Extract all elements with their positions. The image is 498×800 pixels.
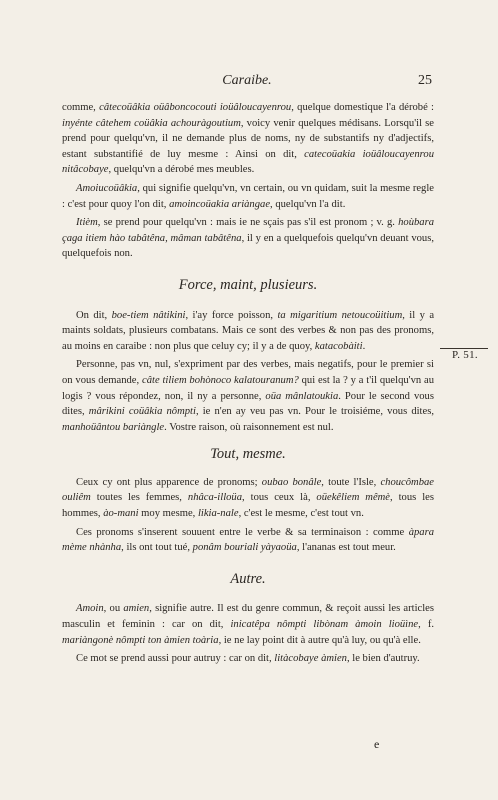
margin-page-reference: P. 51.: [452, 349, 478, 361]
paragraph: On dit, boe-tiem nâtikini, i'ay force poisson, ta migaritium netoucoüitium, il y a maints soldats, plusieurs combatans. Mais ce sont des verbes & non pas des pronoms, au moins en caraibe : non plus que celuy cy; il y a de quoy, katacobàiti.: [62, 309, 435, 352]
section-heading: Tout, mesme.: [210, 446, 286, 463]
page-header: [62, 73, 432, 93]
paragraph: comme, câtecoüâkia oüâboncocouti ioüâloucayenrou, quelque domestique l'a dérobé : inyénte câtehem coüâkia achouràgoutium, voicy venir quelques médisans. Lorsqu'il se prend pour quelqu'vn, il ne demande plus de noms, ny de substantifs ny d'adjectifs, estant substantifié de luy mesme : Ainsi on dit, catecoüakia ioüâloucayenrou nitâcobaye, quelqu'vn a dérobé mes meubles.: [62, 102, 434, 176]
paragraph: Itièm, se prend pour quelqu'vn : mais ie ne sçais pas s'il est pronom ; v. g. hoùbara çaga itiem hào tabâtêna, mâman tabâtêna, il y en a quelquefois quelqu'vn deuant vous, quelquefois non.: [62, 217, 434, 260]
paragraph: Ces pronoms s'inserent souuent entre le verbe & sa terminaison : comme àpara mème nhànha, ils ont tout tué, ponâm bouriali yàyaoüa, l'ananas est tout meur.: [62, 526, 434, 554]
section-heading: Autre.: [230, 570, 266, 587]
page-number: 25: [418, 73, 432, 88]
paragraph: Personne, pas vn, nul, s'expriment par des verbes, mais negatifs, pour le premier si on vous demande, câte tiliem bohònoco kalatouranum? qui est la ? y a t'il quelqu'vn au logis ? vous répondez, non, il ny a personne, oüa mânlatoukia. Pour le second vous dites, mârikini coüâkia nômpti, ie n'en ay veu pas vn. Pour le troisiéme, vous dites, manhoüântou bariàngle. Vostre raison, où raisonnement est nul.: [62, 359, 435, 433]
section-heading: Force, maint, plusieurs.: [178, 276, 318, 293]
paragraph: Amoin, ou amien, signifie autre. Il est du genre commun, & reçoit aussi les articles masculin et feminin : car on dit, inicatêpa nômpti libònam àmoin lioüìne, f. mariàngonè nômpti ton àmien toària, ie ne lay point dit à autre qu'à luy, ou qu'à elle.: [62, 603, 435, 646]
paragraph: Amoiucoüâkia, qui signifie quelqu'vn, vn certain, ou vn quidam, suit la mesme regle : c'est pour quoy l'on dit, amoincoüakia ariàngae, quelqu'vn l'a dit.: [62, 182, 434, 210]
signature-mark: e: [374, 737, 380, 751]
paragraph: Ceux cy ont plus apparence de pronoms; oubao bonâle, toute l'Isle, choucômbae ouliêm toutes les femmes, nhâca-illoüa, tous ceux là, oüekêliem mêmè, tous les hommes, ào-mani moy mesme, likia-nale, c'est le mesme, c'est tout vn.: [62, 476, 434, 520]
body-text: [62, 100, 434, 670]
paragraph: Ce mot se prend aussi pour autruy : car on dit, litàcobaye àmien, le bien d'autruy.: [76, 653, 420, 665]
running-title: Caraibe.: [222, 73, 272, 88]
